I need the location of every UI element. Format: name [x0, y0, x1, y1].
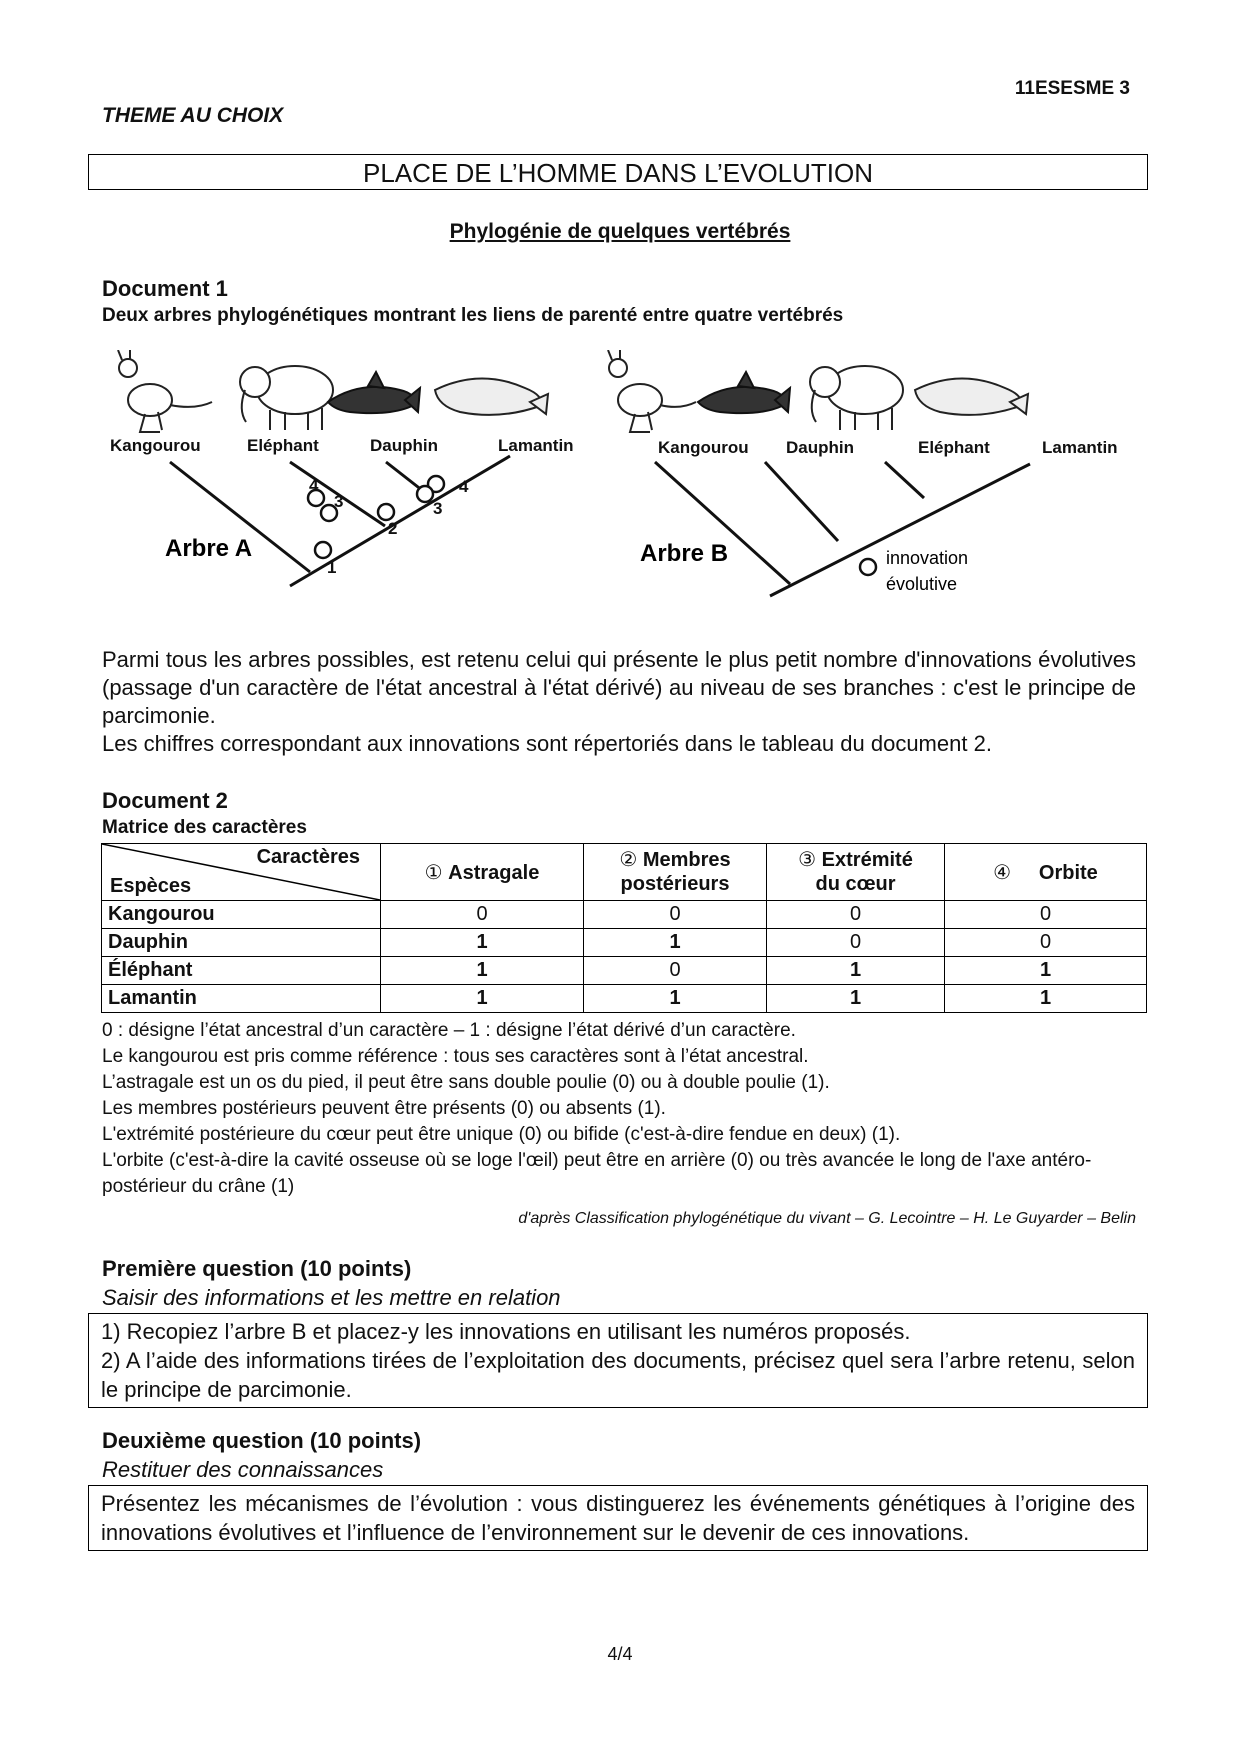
q2-text: Présentez les mécanismes de l’évolution : vous distinguerez les événements génétiques à l’origine des innovations évolutives et l’influence de l’environnement sur le devenir de ces innovations.: [101, 1491, 1135, 1545]
note-line: Les membres postérieurs peuvent être présents (0) ou absents (1).: [102, 1098, 666, 1119]
col-header-orbite: ④ Orbite: [945, 844, 1147, 901]
treeB-label-elephant: Eléphant: [918, 438, 990, 457]
table-row: [102, 929, 1147, 957]
exam-code: 11ESESME 3: [1014, 78, 1130, 99]
treeA-num-3: 3: [334, 492, 344, 511]
cell-value: 0: [945, 901, 1147, 929]
q1-heading: Première question (10 points): [102, 1256, 412, 1281]
q2-subheading: Restituer des connaissances: [102, 1457, 384, 1482]
corner-bottom-label: Espèces: [110, 875, 192, 897]
row-species: Dauphin: [102, 929, 381, 957]
legend-line-2: évolutive: [886, 574, 958, 594]
doc2-heading: Document 2: [102, 788, 228, 813]
legend-line-1: innovation: [886, 548, 969, 568]
treeA-marker-1: [315, 542, 331, 558]
treeA-label-lamantin: Lamantin: [498, 436, 574, 455]
col-header-membres: ② Membres postérieurs: [584, 844, 767, 901]
doc1-heading: Document 1: [102, 276, 228, 301]
row-species: Éléphant: [102, 957, 381, 985]
note-line: Le kangourou est pris comme référence : tous ses caractères sont à l’état ancestral.: [102, 1046, 809, 1067]
cell-value: 1: [584, 985, 767, 1013]
cell-value: 1: [945, 985, 1147, 1013]
dolphin-illustration: [328, 372, 420, 413]
elephant-illustration-b: [810, 366, 903, 430]
source-citation: d'après Classification phylogénétique du vivant – G. Lecointre – H. Le Guyarder – Belin: [518, 1210, 1136, 1227]
note-line: 0 : désigne l’état ancestral d’un caractère – 1 : désigne l’état dérivé d’un caractère.: [102, 1020, 796, 1041]
q1-box: [88, 1313, 1148, 1408]
manatee-illustration-b: [915, 378, 1028, 414]
cell-value: 1: [945, 957, 1147, 985]
cell-value: 0: [381, 901, 584, 929]
treeB-branches: [655, 462, 1030, 596]
q1-subheading: Saisir des informations et les mettre en relation: [102, 1285, 561, 1310]
cell-value: 0: [767, 929, 945, 957]
doc1-paragraph-1: Parmi tous les arbres possibles, est retenu celui qui présente le plus petit nombre d'innovations évolutives (passage d'un caractère de l'état ancestral à l'état dérivé) au niveau de ses branches : c'est le principe de parcimonie.: [102, 647, 1136, 728]
kangaroo-illustration: [118, 350, 212, 432]
table-row: [102, 901, 1147, 929]
theme-label: THEME AU CHOIX: [102, 104, 284, 127]
doc2-caption: Matrice des caractères: [102, 817, 307, 838]
corner-top-label: Caractères: [256, 846, 360, 868]
row-species: Lamantin: [102, 985, 381, 1013]
cell-value: 1: [381, 985, 584, 1013]
note-line: L’astragale est un os du pied, il peut être sans double poulie (0) ou à double poulie (1).: [102, 1072, 830, 1093]
treeB-label-kangourou: Kangourou: [658, 438, 749, 457]
treeA-marker-2: [378, 504, 394, 520]
col-header-coeur: ③ Extrémité du cœur: [767, 844, 945, 901]
character-matrix: [101, 843, 1147, 1013]
col-header-astragale: ① Astragale: [381, 844, 584, 901]
doc1-paragraph-2: Les chiffres correspondant aux innovations sont répertoriés dans le tableau du document 2.: [102, 731, 992, 756]
treeA-num-2: 2: [388, 519, 398, 538]
treeA-num-3b: 3: [433, 499, 443, 518]
treeB-label-lamantin: Lamantin: [1042, 438, 1118, 457]
treeA-label-elephant: Eléphant: [247, 436, 319, 455]
cell-value: 0: [945, 929, 1147, 957]
table-row: [102, 957, 1147, 985]
kangaroo-illustration-b: [608, 350, 696, 432]
treeA-label-dauphin: Dauphin: [370, 436, 438, 455]
matrix-notes: [102, 1018, 1142, 1200]
cell-value: 1: [767, 957, 945, 985]
treeA-name: Arbre A: [165, 535, 253, 562]
q1-item-1: 1) Recopiez l’arbre B et placez-y les innovations en utilisant les numéros proposés.: [101, 1319, 911, 1344]
treeA-num-1: 1: [327, 558, 337, 577]
manatee-illustration: [435, 378, 548, 414]
treeA-label-kangourou: Kangourou: [110, 436, 201, 455]
treeA-num-4: 4: [309, 476, 319, 495]
treeB-name: Arbre B: [640, 540, 729, 567]
dolphin-illustration-b: [698, 372, 790, 413]
treeA-branches: [170, 456, 510, 586]
subtitle: Phylogénie de quelques vertébrés: [449, 220, 791, 243]
phylogenetic-trees-figure: [100, 350, 1140, 620]
cell-value: 1: [381, 957, 584, 985]
elephant-illustration: [240, 366, 333, 430]
cell-value: 1: [767, 985, 945, 1013]
q2-box: [88, 1485, 1148, 1551]
cell-value: 0: [767, 901, 945, 929]
row-species: Kangourou: [102, 901, 381, 929]
cell-value: 1: [584, 929, 767, 957]
treeA-marker-3b: [417, 486, 433, 502]
page-number: 4/4: [607, 1644, 633, 1664]
table-row: [102, 985, 1147, 1013]
matrix-corner: [102, 844, 381, 901]
note-line: L'extrémité postérieure du cœur peut être unique (0) ou bifide (c'est-à-dire fendue en deux) (1).: [102, 1124, 901, 1145]
q1-item-2: 2) A l’aide des informations tirées de l’exploitation des documents, précisez quel sera l’arbre retenu, selon le principe de parcimonie.: [101, 1348, 1135, 1402]
cell-value: 0: [584, 901, 767, 929]
page-title: PLACE DE L’HOMME DANS L’EVOLUTION: [88, 154, 1148, 190]
treeB-label-dauphin: Dauphin: [786, 438, 854, 457]
treeA-num-4b: 4: [459, 477, 469, 496]
legend-circle-icon: [860, 559, 876, 575]
cell-value: 0: [584, 957, 767, 985]
note-line: L'orbite (c'est-à-dire la cavité osseuse où se loge l'œil) peut être en arrière (0) ou très avancée le long de l'axe antéro-postérieur du crâne (1): [102, 1150, 1092, 1197]
q2-heading: Deuxième question (10 points): [102, 1428, 422, 1453]
cell-value: 1: [381, 929, 584, 957]
doc1-caption: Deux arbres phylogénétiques montrant les liens de parenté entre quatre vertébrés: [102, 305, 844, 326]
